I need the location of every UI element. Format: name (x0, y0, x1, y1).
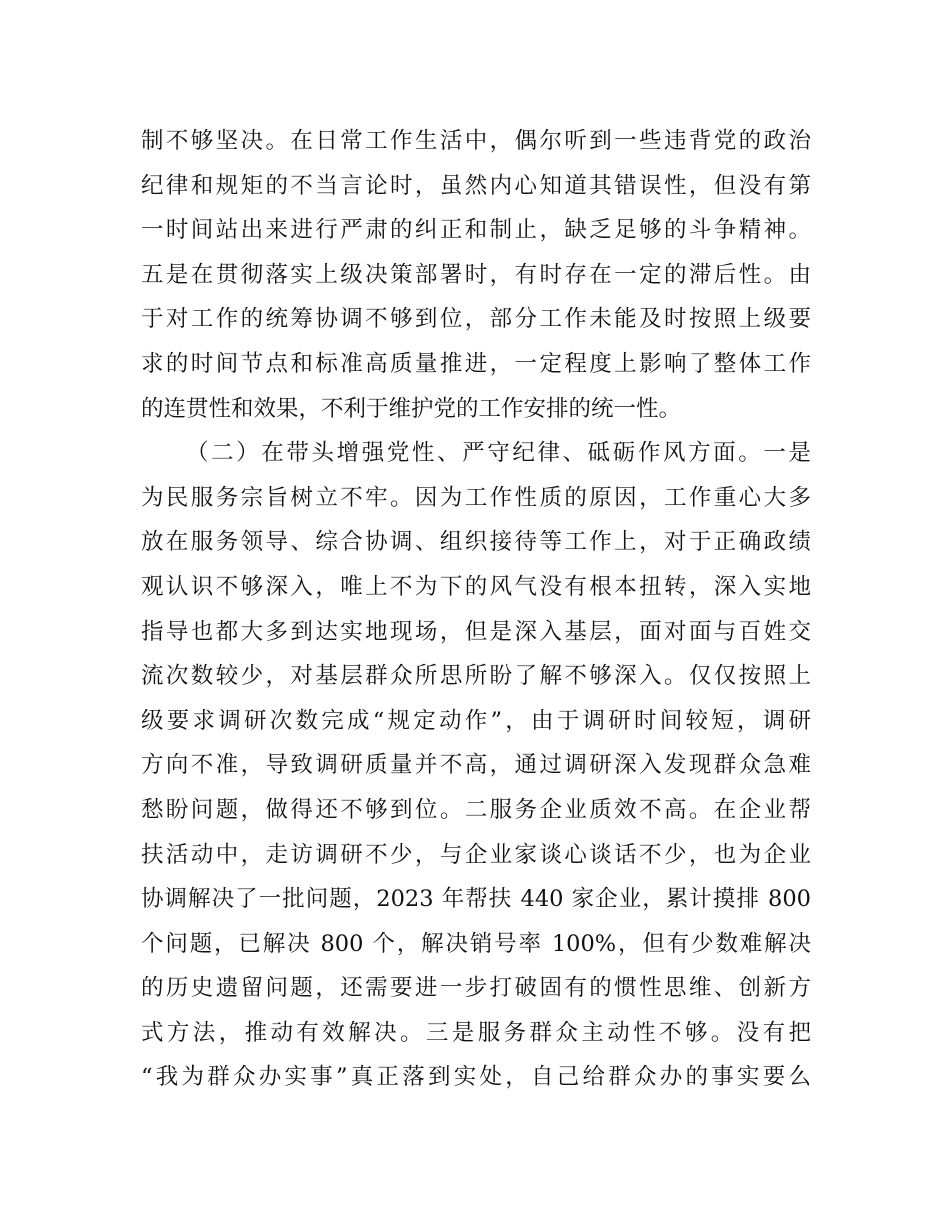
text-line: 五是在贯彻落实上级决策部署时，有时存在一定的滞后性。由 (141, 261, 811, 288)
document-body (141, 119, 811, 1145)
text-line: 求的时间节点和标准高质量推进，一定程度上影响了整体工作 (141, 350, 811, 377)
text-line: 的连贯性和效果，不利于维护党的工作安排的统一性。 (141, 395, 682, 422)
text-line: 扶活动中，走访调研不少，与企业家谈心谈话不少，也为企业 (141, 841, 811, 868)
text-line: 纪律和规矩的不当言论时，虽然内心知道其错误性，但没有第 (141, 172, 811, 199)
text-line: 式方法，推动有效解决。三是服务群众主动性不够。没有把 (141, 1019, 811, 1046)
text-line: 于对工作的统筹协调不够到位，部分工作未能及时按照上级要 (141, 306, 811, 333)
text-line: 流次数较少，对基层群众所思所盼了解不够深入。仅仅按照上 (141, 663, 811, 690)
text-line: 个问题，已解决 800 个，解决销号率 100%，但有少数难解决 (141, 930, 811, 957)
section-heading-line: （二）在带头增强党性、严守纪律、砥砺作风方面。一是 (186, 440, 811, 467)
text-line: 一时间站出来进行严肃的纠正和制止，缺乏足够的斗争精神。 (141, 217, 811, 244)
text-line: 级要求调研次数完成“规定动作”，由于调研时间较短，调研 (141, 707, 811, 734)
text-line: 指导也都大多到达实地现场，但是深入基层，面对面与百姓交 (141, 618, 811, 645)
text-line: 制不够坚决。在日常工作生活中，偶尔听到一些违背党的政治 (141, 128, 811, 154)
paragraph-2 (141, 431, 811, 1145)
text-line: 为民服务宗旨树立不牢。因为工作性质的原因，工作重心大多 (141, 484, 811, 511)
text-line: 放在服务领导、综合协调、组织接待等工作上，对于正确政绩 (141, 529, 811, 556)
text-line: 的历史遗留问题，还需要进一步打破固有的惯性思维、创新方 (141, 975, 811, 1002)
text-line: “我为群众办实事”真正落到实处，自己给群众办的事实要么 (141, 1064, 811, 1091)
text-line: 协调解决了一批问题，2023 年帮扶 440 家企业，累计摸排 800 (141, 886, 811, 913)
text-line: 方向不准，导致调研质量并不高，通过调研深入发现群众急难 (141, 752, 811, 779)
text-line (141, 1100, 811, 1145)
text-line: 观认识不够深入，唯上不为下的风气没有根本扭转，深入实地 (141, 573, 811, 600)
text-line: 愁盼问题，做得还不够到位。二服务企业质效不高。在企业帮 (141, 796, 811, 823)
paragraph-1 (141, 119, 811, 431)
